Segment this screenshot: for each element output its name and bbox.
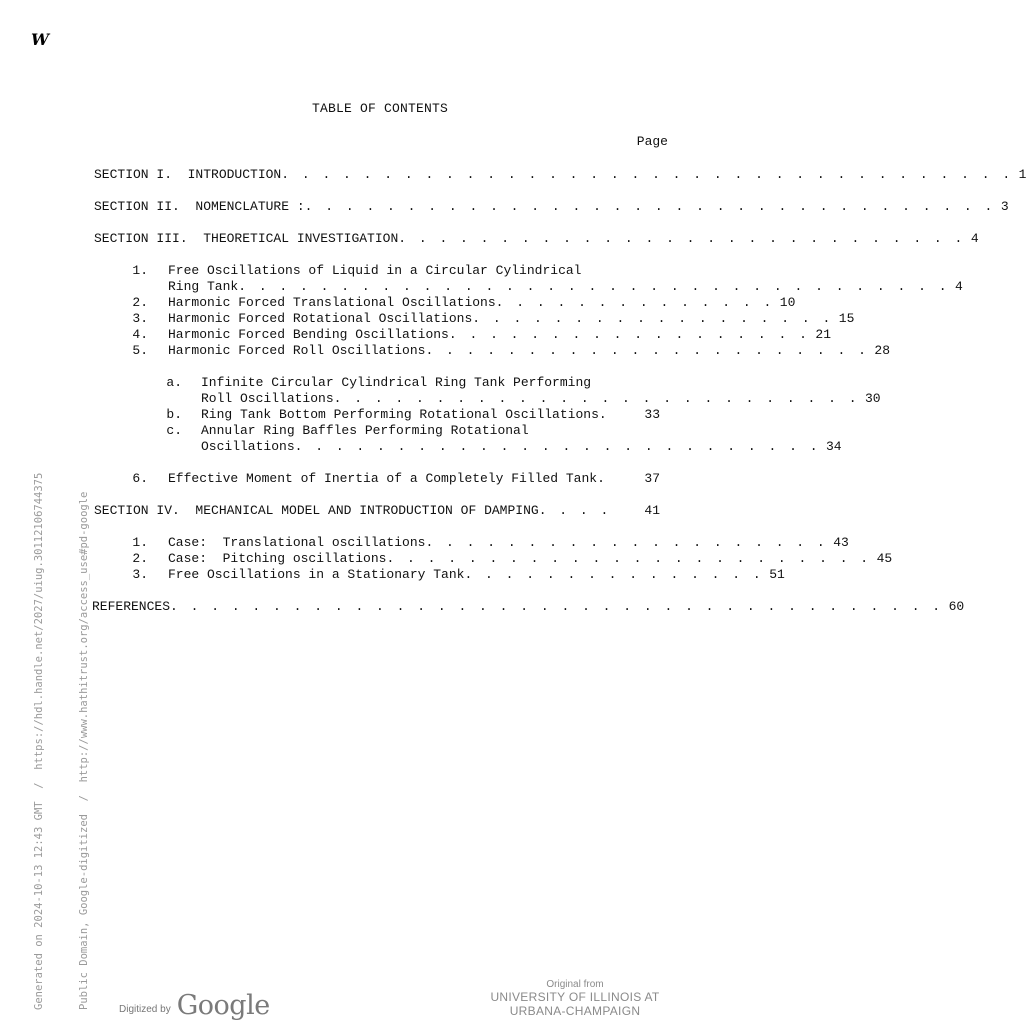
digitized-by-google — [119, 990, 270, 1021]
toc-entry-section-1[interactable] — [94, 167, 1026, 183]
google-logo: Google — [176, 990, 270, 1021]
toc-entry-page: 43 — [833, 535, 849, 550]
toc-entry-label: Harmonic Forced Rotational Oscillations — [168, 311, 473, 326]
toc-entry-mech-2[interactable] — [168, 551, 893, 567]
toc-entry-label: SECTION IV. MECHANICAL MODEL AND INTRODUCTION OF DAMPING — [94, 503, 539, 518]
toc-entry-label: SECTION III. THEORETICAL INVESTIGATION — [94, 231, 399, 246]
toc-entry-mech-1[interactable] — [168, 535, 849, 551]
toc-entry-page: 4 — [970, 231, 979, 246]
toc-entry-section-4[interactable] — [94, 503, 660, 519]
toc-entry-page: 60 — [948, 599, 965, 614]
toc-entry-label: Oscillations — [201, 439, 295, 454]
stamp-line-1: Generated on 2024-10-13 12:43 GMT / https://hdl.handle.net/2027/uiug.30112106744375 — [33, 472, 45, 1010]
leader-dots: . . . . . . . . . . . . . . . . . . . . . . . . . . . . — [398, 231, 965, 246]
toc-entry-label: Harmonic Forced Bending Oscillations — [168, 327, 449, 342]
toc-entry-label: Case: Translational oscillations — [168, 535, 426, 550]
leader-dots: . . . . . . . . . . . . . . . . . . . . . . . . . . . . . . . . . . . — [238, 279, 950, 294]
toc-entry-page: 37 — [644, 471, 660, 486]
toc-entry-label: SECTION II. NOMENCLATURE : — [94, 199, 305, 214]
item-number: 4. — [132, 327, 148, 342]
toc-entry-roll-a[interactable] — [201, 391, 881, 407]
leader-dots: . . . . . . . . . . . . . . . . . . . . . . — [425, 343, 869, 358]
toc-entry-label[interactable]: Infinite Circular Cylindrical Ring Tank Performing — [201, 375, 592, 390]
toc-entry-label[interactable]: Free Oscillations of Liquid in a Circular Cylindrical — [168, 263, 582, 278]
subitem-letter: b. — [166, 407, 182, 422]
leader-dots: . . . . . . . . . . . . . . . . . . . . . . . . . . . . . . . . . . — [304, 199, 995, 214]
item-number: 6. — [132, 471, 148, 486]
leader-dots: . . . . . . . . . . . . . . . . . . . . . . . . . . — [333, 391, 859, 406]
leader-dots: . . . . . . . . . . . . . . . . . . — [472, 311, 833, 326]
toc-entry-label: Case: Pitching oscillations — [168, 551, 387, 566]
toc-entry-page: 28 — [874, 343, 891, 358]
item-number: 2. — [132, 295, 148, 310]
toc-entry-label: Roll Oscillations — [201, 391, 334, 406]
leader-dots: . . . . . . . . . . . . . . . . . . . . . . . . . . — [294, 439, 820, 454]
toc-entry-label[interactable]: Annular Ring Baffles Performing Rotational — [201, 423, 529, 438]
original-from-label: Original from — [546, 979, 604, 990]
toc-entry-theory-1[interactable] — [168, 279, 963, 295]
toc-entry-label: SECTION I. INTRODUCTION — [94, 167, 282, 182]
toc-entry-page: 21 — [815, 327, 832, 342]
item-number: 1. — [132, 535, 148, 550]
institution-line-2: URBANA-CHAMPAIGN — [509, 1004, 641, 1018]
toc-entry-section-2[interactable] — [94, 199, 1009, 215]
leader-dots: . . . . — [538, 503, 611, 518]
toc-entry-page: 10 — [779, 295, 796, 310]
digitized-by-label: Digitized by — [119, 1004, 171, 1015]
toc-entry-page: 33 — [644, 407, 660, 422]
item-number: 1. — [132, 263, 148, 278]
toc-entry-label: Free Oscillations in a Stationary Tank — [168, 567, 465, 582]
leader-dots: . . . . . . . . . . . . . . . — [464, 567, 764, 582]
leader-dots: . . . . . . . . . . . . . . . . . . . . . . . . — [386, 551, 871, 566]
leader-dots — [607, 407, 639, 423]
item-number: 3. — [132, 567, 148, 582]
item-number: 2. — [132, 551, 148, 566]
toc-entry-theory-4[interactable] — [168, 327, 832, 343]
original-from-block — [480, 979, 670, 1018]
toc-entry-theory-6[interactable] — [168, 471, 660, 487]
toc-entry-page: 3 — [1000, 199, 1009, 214]
toc-entry-label: Harmonic Forced Roll Oscillations — [168, 343, 426, 358]
toc-entry-label: Harmonic Forced Translational Oscillations — [168, 295, 496, 310]
leader-dots: . . . . . . . . . . . . . . — [495, 295, 774, 310]
toc-entry-theory-5[interactable] — [168, 343, 891, 359]
stamp-line-2: Public Domain, Google-digitized / http://www.hathitrust.org/access_use#pd-google — [78, 491, 90, 1010]
leader-dots: . . . . . . . . . . . . . . . . . . . . . . . . . . . . . . . . . . . . — [281, 167, 1013, 182]
leader-dots: . . . . . . . . . . . . . . . . . . . . — [425, 535, 828, 550]
leader-dots: . . . . . . . . . . . . . . . . . . . . . . . . . . . . . . . . . . . . . . — [170, 599, 943, 614]
institution-line-1: UNIVERSITY OF ILLINOIS AT — [490, 990, 660, 1004]
toc-entry-label: REFERENCES — [92, 599, 171, 614]
toc-entry-mech-3[interactable] — [168, 567, 785, 583]
subitem-letter: c. — [166, 423, 182, 438]
toc-entry-label: Ring Tank Bottom Performing Rotational Oscillations. — [201, 407, 607, 422]
toc-entry-roll-b[interactable] — [201, 407, 660, 423]
toc-entry-references[interactable] — [92, 599, 965, 615]
toc-entry-page: 45 — [876, 551, 893, 566]
page-column-header: Page — [636, 134, 668, 149]
toc-entry-label: Effective Moment of Inertia of a Completely Filled Tank. — [168, 471, 605, 486]
leader-dots — [605, 471, 639, 487]
toc-entry-section-3[interactable] — [94, 231, 979, 247]
toc-entry-theory-2[interactable] — [168, 295, 796, 311]
hathitrust-stamp — [2, 473, 107, 1010]
toc-entry-page: 34 — [826, 439, 842, 454]
toc-entry-page: 41 — [644, 503, 660, 518]
toc-entry-roll-c[interactable] — [201, 439, 842, 455]
leader-dots: . . . . . . . . . . . . . . . . . . — [448, 327, 810, 342]
page-title: TABLE OF CONTENTS — [311, 101, 449, 116]
toc-entry-page: 4 — [955, 279, 963, 294]
toc-entry-page: 15 — [838, 311, 855, 326]
item-number: 5. — [132, 343, 148, 358]
corner-mark: W — [31, 30, 49, 49]
item-number: 3. — [132, 311, 148, 326]
toc-entry-page: 30 — [865, 391, 881, 406]
toc-entry-theory-3[interactable] — [168, 311, 855, 327]
subitem-letter: a. — [166, 375, 182, 390]
toc-entry-page: 51 — [769, 567, 785, 582]
toc-entry-page: 1 — [1018, 167, 1026, 182]
toc-entry-label: Ring Tank — [168, 279, 239, 294]
